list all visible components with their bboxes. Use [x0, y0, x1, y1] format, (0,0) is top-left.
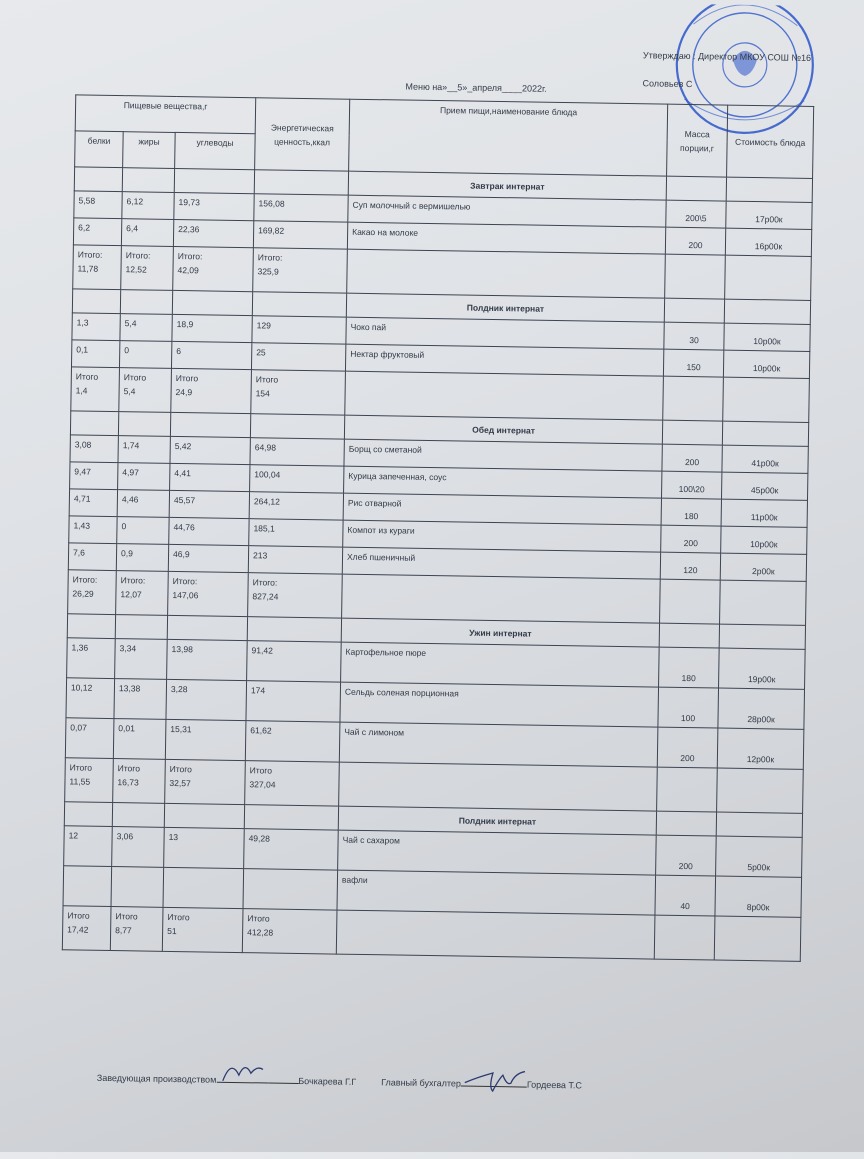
- nutrients-header: Пищевые вещества,г: [75, 95, 256, 134]
- total-fats: Итого: 12,52: [121, 246, 174, 291]
- fats-cell: 3,06: [112, 827, 165, 868]
- total-energy: Итого 327,04: [245, 761, 340, 806]
- energy-cell: 129: [252, 316, 346, 344]
- carbs-cell: 13: [164, 827, 245, 868]
- total-carbs: Итого: 147,06: [168, 571, 249, 616]
- proteins-cell: 1,36: [67, 638, 116, 679]
- accountant-label: Главный бухгалтер: [381, 1077, 461, 1089]
- empty-cell: [722, 421, 808, 446]
- mass-cell: 200: [661, 525, 721, 553]
- fats-cell: 1,74: [118, 436, 170, 464]
- dish-name-cell: Чай с сахаром: [338, 830, 657, 875]
- energy-cell: 49,28: [244, 829, 339, 870]
- chef-name: Бочкарева Г.Г: [298, 1075, 357, 1087]
- meal-header: Прием пищи,наименование блюда: [349, 99, 668, 176]
- empty-cell: [719, 624, 805, 649]
- proteins-header: белки: [75, 131, 124, 168]
- total-proteins: Итого: 11,78: [73, 245, 122, 290]
- dish-name-cell: Хлеб пшеничный: [342, 547, 660, 579]
- proteins-cell: 3,08: [70, 435, 118, 463]
- empty-cell: [665, 254, 726, 299]
- fats-cell: 5,4: [120, 314, 172, 342]
- menu-body: [62, 167, 812, 961]
- empty-cell: [657, 767, 718, 812]
- energy-cell: 100,04: [250, 465, 344, 493]
- price-header: Стоимость блюда: [727, 105, 814, 178]
- carbs-cell: 13,98: [167, 639, 248, 680]
- empty-cell: [112, 803, 164, 828]
- mass-cell: 40: [655, 875, 716, 916]
- total-carbs: Итого 32,57: [165, 759, 246, 804]
- carbs-cell: 15,31: [165, 719, 246, 760]
- fats-cell: 6,4: [121, 219, 173, 247]
- empty-cell: [115, 615, 167, 640]
- proteins-cell: 9,47: [70, 462, 118, 490]
- section-title: Полдник интернат: [346, 293, 664, 322]
- fats-cell: 0,01: [113, 719, 166, 760]
- proteins-cell: 4,71: [69, 489, 117, 517]
- total-carbs: Итого: 42,09: [173, 246, 254, 291]
- empty-cell: [72, 289, 120, 314]
- dish-name-cell: Какао на молоке: [347, 222, 665, 254]
- carbs-cell: 44,76: [169, 517, 249, 545]
- section-title: Обед интернат: [344, 415, 662, 444]
- dish-name-cell: Борщ со сметаной: [344, 439, 662, 471]
- total-energy: Итого 154: [251, 370, 346, 415]
- proteins-cell: [63, 866, 112, 907]
- empty-cell: [347, 249, 666, 298]
- fats-cell: 0: [117, 517, 169, 545]
- empty-cell: [339, 762, 658, 811]
- empty-cell: [723, 377, 810, 422]
- total-proteins: Итого 17,42: [62, 906, 111, 951]
- total-carbs: Итого 24,9: [171, 368, 252, 413]
- proteins-cell: 1,3: [72, 313, 120, 341]
- total-proteins: Итого: 26,29: [68, 570, 117, 615]
- energy-header: Энергетическая ценность,ккал: [255, 98, 350, 171]
- mass-cell: 200\5: [666, 200, 726, 228]
- empty-cell: [254, 170, 348, 195]
- empty-cell: [342, 574, 661, 623]
- empty-cell: [660, 579, 721, 624]
- fats-cell: [111, 867, 164, 908]
- empty-cell: [170, 412, 250, 437]
- empty-cell: [666, 176, 726, 201]
- fats-header: жиры: [123, 132, 176, 169]
- approval-line: Утверждаю : Директор МКОУ СОШ №16: [642, 50, 812, 63]
- empty-cell: [250, 414, 344, 439]
- menu-table: [62, 94, 814, 962]
- empty-cell: [64, 802, 112, 827]
- price-cell: 11р00к: [721, 499, 807, 527]
- empty-cell: [118, 412, 170, 437]
- total-energy: Итого 412,28: [242, 909, 337, 954]
- menu-title: Меню на»__5»_апреля____2022г.: [405, 81, 547, 94]
- energy-cell: 264,12: [249, 492, 343, 520]
- price-cell: 16р00к: [725, 228, 811, 256]
- empty-cell: [120, 290, 172, 315]
- total-fats: Итого 5,4: [119, 368, 172, 413]
- energy-cell: 25: [251, 343, 345, 371]
- energy-cell: [243, 869, 338, 910]
- energy-cell: 64,98: [250, 438, 344, 466]
- mass-cell: 180: [659, 647, 720, 688]
- dish-name-cell: вафли: [337, 870, 656, 915]
- price-cell: 8р00к: [715, 876, 802, 917]
- mass-cell: 100: [658, 687, 719, 728]
- empty-cell: [714, 916, 801, 961]
- mass-cell: 180: [661, 498, 721, 526]
- energy-cell: 213: [248, 546, 342, 574]
- empty-cell: [252, 292, 346, 317]
- carbs-header: углеводы: [175, 132, 256, 169]
- empty-cell: [247, 617, 341, 642]
- carbs-cell: 45,57: [169, 490, 249, 518]
- carbs-cell: 22,36: [173, 219, 253, 247]
- proteins-cell: 1,43: [69, 516, 117, 544]
- price-cell: 10р00к: [724, 323, 810, 351]
- energy-cell: 174: [246, 681, 341, 722]
- dish-name-cell: Чоко пай: [346, 317, 664, 349]
- mass-cell: 100\20: [662, 471, 722, 499]
- mass-cell: 200: [662, 444, 722, 472]
- proteins-cell: 12: [64, 826, 113, 867]
- empty-cell: [664, 298, 724, 323]
- empty-cell: [70, 411, 118, 436]
- fats-cell: 13,38: [114, 679, 167, 720]
- total-fats: Итого: 12,07: [116, 571, 169, 616]
- empty-cell: [174, 168, 254, 193]
- total-energy: Итого: 827,24: [248, 573, 343, 618]
- energy-cell: 61,62: [245, 721, 340, 762]
- empty-cell: [726, 177, 812, 202]
- price-cell: 41р00к: [722, 445, 808, 473]
- mass-cell: 30: [664, 322, 724, 350]
- dish-name-cell: Сельдь соленая порционная: [340, 682, 659, 727]
- dish-name-cell: Суп молочный с вермишелью: [348, 195, 666, 227]
- empty-cell: [724, 299, 810, 324]
- empty-cell: [172, 290, 252, 315]
- chef-signature: [216, 1061, 268, 1092]
- energy-cell: 185,1: [249, 519, 343, 547]
- mass-cell: 200: [665, 227, 725, 255]
- carbs-cell: 6: [171, 341, 251, 369]
- total-fats: Итого 8,77: [110, 907, 163, 952]
- price-cell: 12р00к: [717, 728, 804, 769]
- dish-name-cell: Рис отварной: [343, 493, 661, 525]
- fats-cell: 4,46: [117, 490, 169, 518]
- empty-cell: [662, 420, 722, 445]
- carbs-cell: 3,28: [166, 679, 247, 720]
- price-cell: 2р00к: [720, 553, 806, 581]
- total-energy: Итого: 325,9: [253, 248, 348, 293]
- empty-cell: [663, 376, 724, 421]
- fats-cell: 0,9: [116, 544, 168, 572]
- mass-cell: 200: [656, 835, 717, 876]
- accountant-name: Гордеева Т.С: [526, 1079, 583, 1091]
- approval-signatory: Соловьев С: [642, 78, 693, 90]
- empty-cell: [656, 811, 716, 836]
- dish-name-cell: Нектар фруктовый: [345, 344, 663, 376]
- proteins-cell: 7,6: [68, 543, 116, 571]
- carbs-cell: 4,41: [170, 463, 250, 491]
- empty-cell: [345, 371, 664, 420]
- energy-cell: 156,08: [254, 194, 348, 222]
- dish-name-cell: Курица запеченная, соус: [344, 466, 662, 498]
- empty-cell: [244, 805, 338, 830]
- chef-label: Заведующая производством: [96, 1072, 217, 1085]
- energy-cell: 91,42: [247, 641, 342, 682]
- empty-cell: [67, 614, 115, 639]
- dish-name-cell: Компот из кураги: [343, 520, 661, 552]
- energy-cell: 169,82: [253, 221, 347, 249]
- total-proteins: Итого 1,4: [71, 367, 120, 412]
- mass-cell: 150: [663, 349, 723, 377]
- mass-cell: 200: [657, 727, 718, 768]
- empty-cell: [654, 915, 715, 960]
- empty-cell: [74, 167, 122, 192]
- empty-cell: [717, 768, 804, 813]
- section-title: Завтрак интернат: [348, 171, 666, 200]
- carbs-cell: 19,73: [174, 192, 254, 220]
- proteins-cell: 6,2: [73, 218, 121, 246]
- price-cell: 10р00к: [721, 526, 807, 554]
- price-cell: 19р00к: [719, 648, 806, 689]
- fats-cell: 0: [119, 341, 171, 369]
- empty-cell: [122, 168, 174, 193]
- carbs-cell: [163, 867, 244, 908]
- section-title: Полдник интернат: [338, 806, 656, 835]
- total-carbs: Итого 51: [162, 907, 243, 952]
- empty-cell: [167, 615, 247, 640]
- proteins-cell: 10,12: [66, 678, 115, 719]
- fats-cell: 6,12: [122, 192, 174, 220]
- proteins-cell: 5,58: [74, 191, 122, 219]
- approval-block: [642, 41, 811, 100]
- mass-header: Масса порции,г: [667, 104, 728, 177]
- total-proteins: Итого 11,55: [65, 758, 114, 803]
- empty-cell: [720, 580, 807, 625]
- proteins-cell: 0,07: [65, 718, 114, 759]
- carbs-cell: 18,9: [172, 314, 252, 342]
- total-fats: Итого 16,73: [113, 759, 166, 804]
- price-cell: 5р00к: [716, 836, 803, 877]
- carbs-cell: 46,9: [168, 544, 248, 572]
- dish-name-cell: Чай с лимоном: [339, 722, 658, 767]
- empty-cell: [336, 910, 655, 959]
- empty-cell: [164, 803, 244, 828]
- accountant-signature: [461, 1065, 527, 1096]
- empty-cell: [725, 255, 812, 300]
- section-title: Ужин интернат: [341, 618, 659, 647]
- empty-cell: [716, 812, 802, 837]
- price-cell: 28р00к: [718, 688, 805, 729]
- price-cell: 10р00к: [723, 350, 809, 378]
- price-cell: 17р00к: [726, 201, 812, 229]
- fats-cell: 3,34: [115, 639, 168, 680]
- signatures-footer: [97, 1059, 583, 1097]
- price-cell: 45р00к: [722, 472, 808, 500]
- dish-name-cell: Картофельное пюре: [341, 642, 660, 687]
- proteins-cell: 0,1: [71, 340, 119, 368]
- empty-cell: [659, 623, 719, 648]
- mass-cell: 120: [660, 552, 720, 580]
- carbs-cell: 5,42: [170, 436, 250, 464]
- fats-cell: 4,97: [118, 463, 170, 491]
